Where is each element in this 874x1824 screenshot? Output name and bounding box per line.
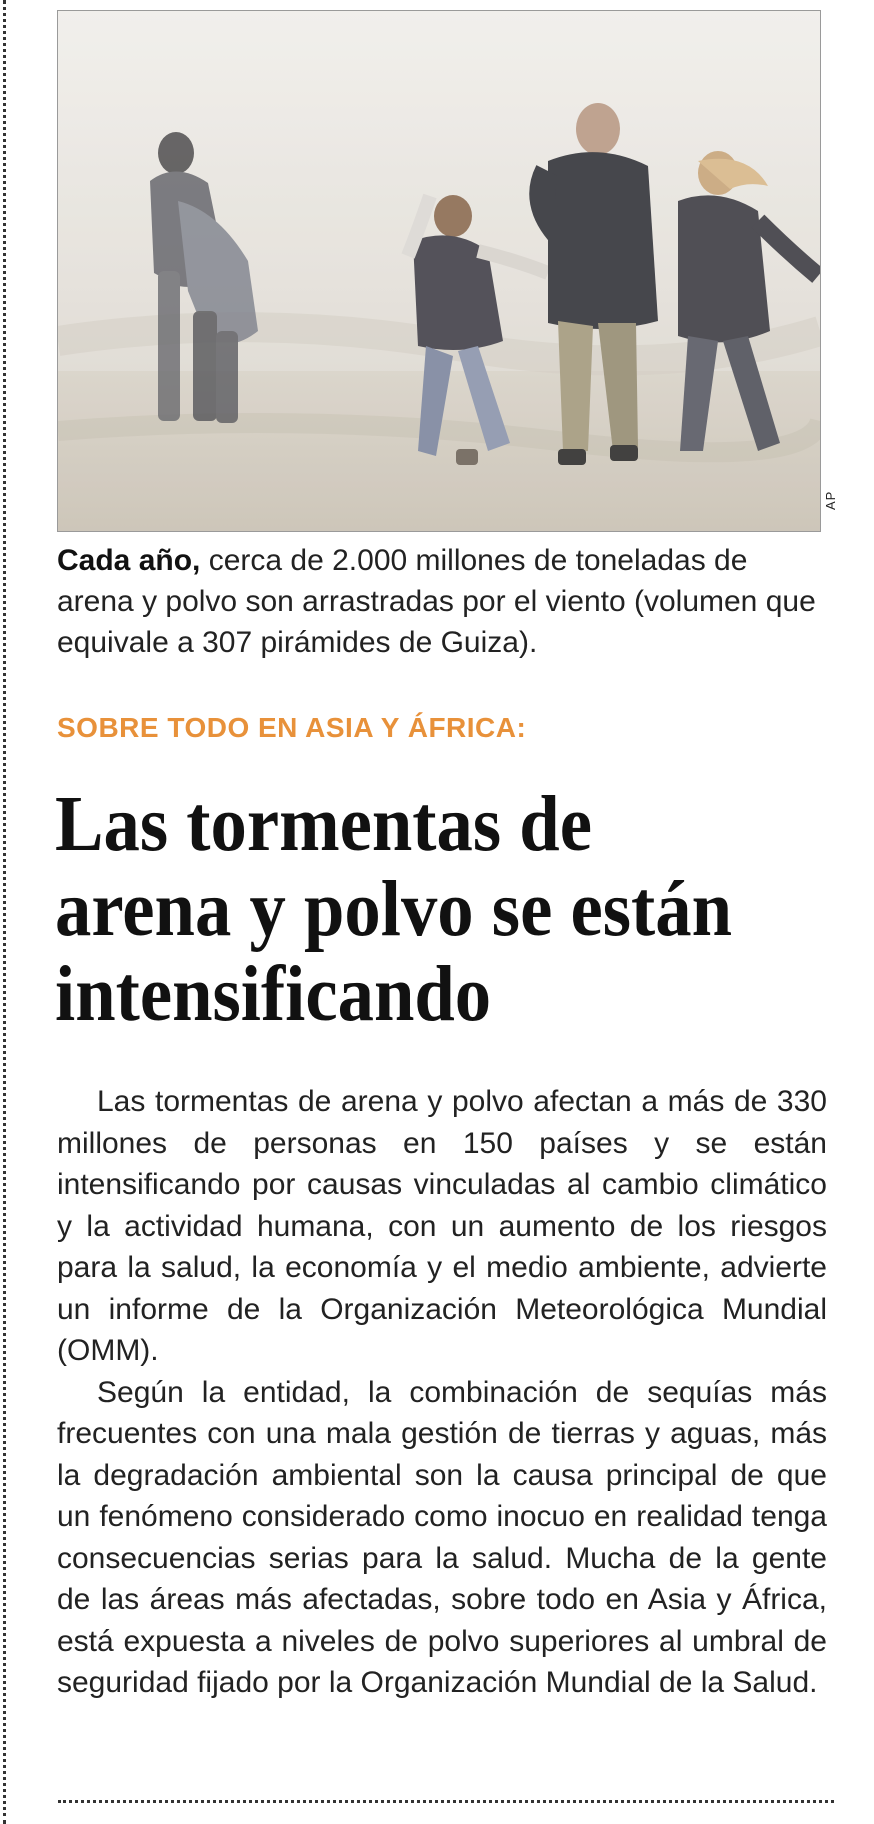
photo-caption xyxy=(57,540,827,663)
bottom-dotted-rule xyxy=(58,1800,834,1803)
caption-text: cerca de 2.000 millones de toneladas de arena y polvo son arrastradas por el viento (volumen que equivale a 307 pirámides de Guiza). xyxy=(57,544,816,659)
photo-credit: AP xyxy=(823,490,838,510)
section-kicker: SOBRE TODO EN ASIA Y ÁFRICA: xyxy=(57,712,527,743)
sandstorm-photo-icon xyxy=(58,11,820,531)
news-photo xyxy=(57,10,821,532)
article-headline: Las tormentas de arena y polvo se están intensificando xyxy=(55,781,733,1038)
body-paragraph: Según la entidad, la combinación de sequías más frecuentes con una mala gestión de tierras y aguas, más la degradación ambiental son la causa principal de que un fenómeno considerado como inocuo en realidad tenga consecuencias serias para la salud. Mucha de la gente de las áreas más afectadas, sobre todo en Asia y África, está expuesta a niveles de polvo superiores al umbral de seguridad fijado por la Organización Mundial de la Salud. xyxy=(57,1375,827,1699)
left-dotted-rule xyxy=(3,0,6,1824)
caption-lead: Cada año, xyxy=(57,544,201,577)
body-paragraph: Las tormentas de arena y polvo afectan a más de 330 millones de personas en 150 países y se están intensificando por causas vinculadas al cambio climático y la actividad humana, con un aumento de los riesgos para la salud, la economía y el medio ambiente, advierte un informe de la Organización Meteorológica Mundial (OMM). xyxy=(57,1085,827,1367)
article-body xyxy=(57,1081,827,1704)
